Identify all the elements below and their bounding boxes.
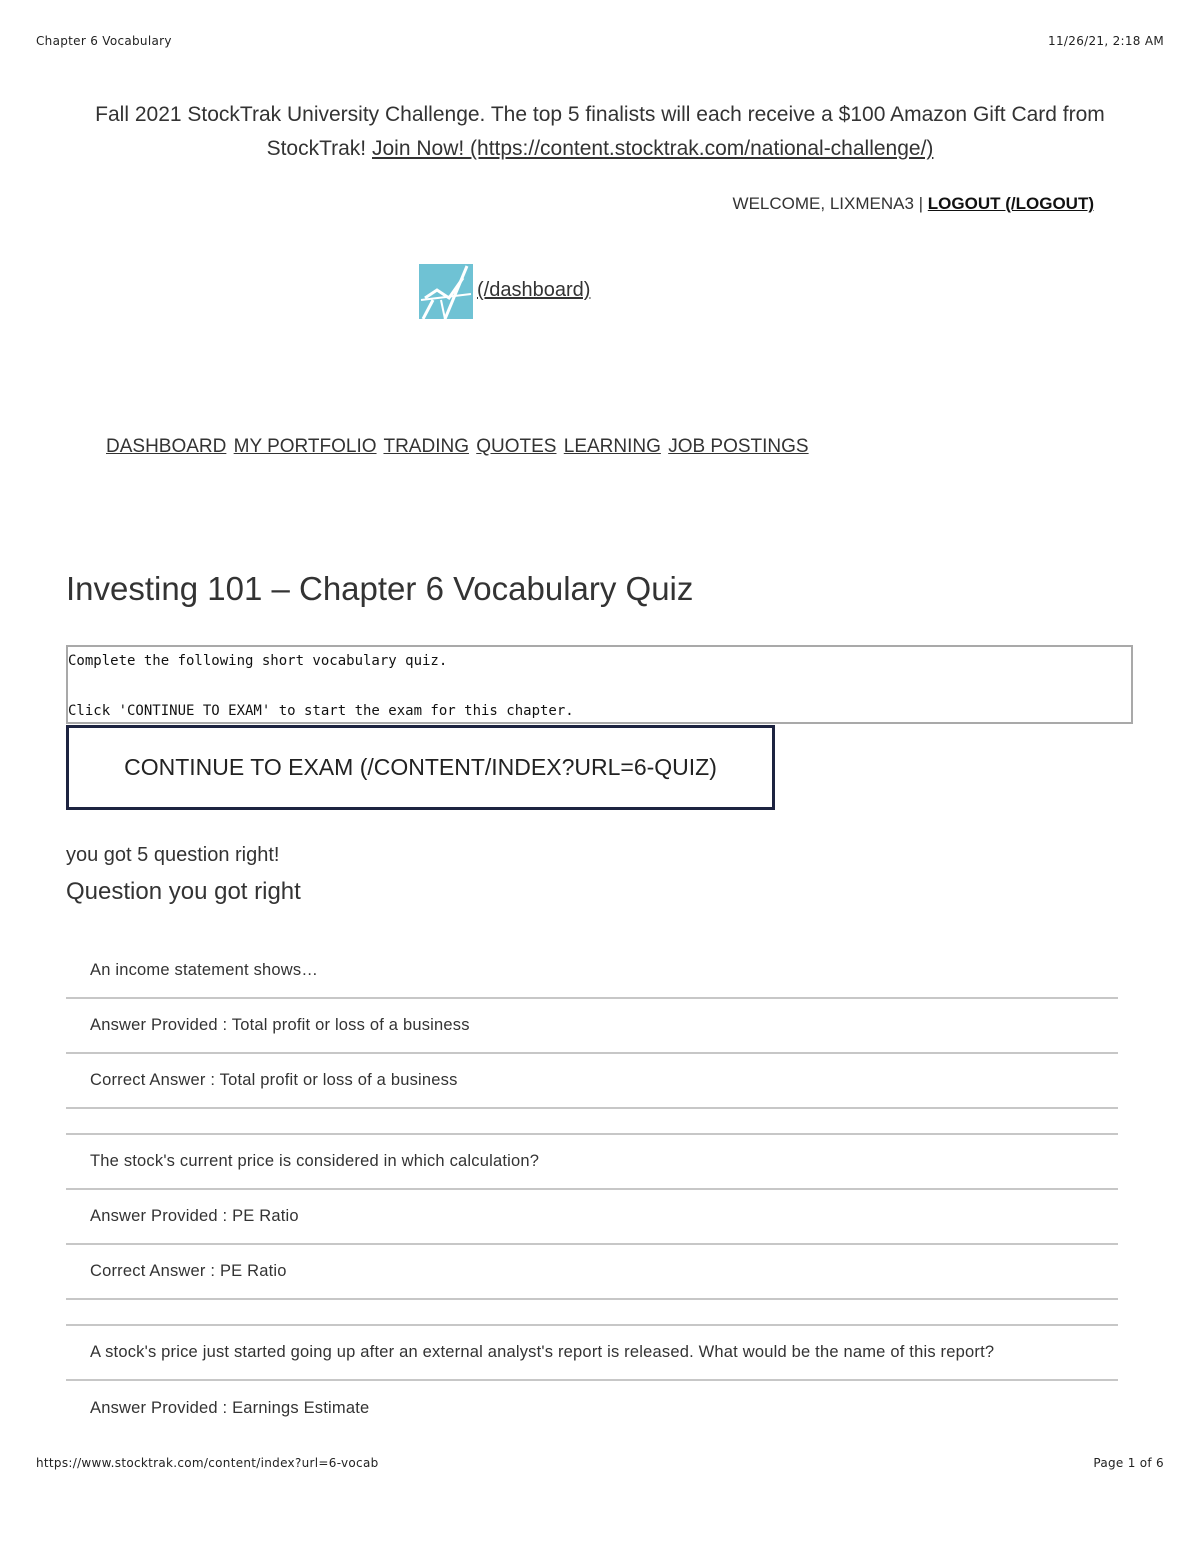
continue-to-exam-button[interactable]: CONTINUE TO EXAM (/CONTENT/INDEX?URL=6-QUIZ) <box>66 725 775 810</box>
nav-item-learning[interactable]: LEARNING <box>563 436 661 457</box>
nav-item-dashboard[interactable]: DASHBOARD <box>106 436 227 457</box>
question-row: The stock's current price is considered in which calculation? <box>66 1135 1118 1190</box>
nav-item-my-portfolio[interactable]: MY PORTFOLIO <box>233 436 377 457</box>
dashboard-link[interactable]: (/dashboard) <box>477 279 591 301</box>
nav-item-quotes[interactable]: QUOTES <box>476 436 557 457</box>
instructions-box <box>66 645 1133 724</box>
promo-banner-text: Fall 2021 StockTrak University Challenge. The top 5 finalists will each receive a $100 Amazon Gift Card from StockTrak! <box>95 103 1105 160</box>
main-nav <box>106 436 811 458</box>
print-header <box>36 34 1164 48</box>
logout-link[interactable]: LOGOUT (/LOGOUT) <box>927 194 1094 213</box>
answer-provided-row: Answer Provided : Total profit or loss of a business <box>66 999 1118 1054</box>
answer-provided-row: Answer Provided : Earnings Estimate <box>90 1399 370 1417</box>
correct-answer-row: Correct Answer : PE Ratio <box>66 1245 1118 1300</box>
nav-item-job-postings[interactable]: JOB POSTINGS <box>668 436 809 457</box>
page-title: Investing 101 – Chapter 6 Vocabulary Quiz <box>66 570 694 607</box>
instructions-line-2: Click 'CONTINUE TO EXAM' to start the exam for this chapter. <box>68 703 574 719</box>
divider <box>66 1300 1118 1326</box>
divider <box>66 1109 1118 1135</box>
join-now-link[interactable]: Join Now! (https://content.stocktrak.com/national-challenge/) <box>371 137 934 160</box>
instructions-line-1: Complete the following short vocabulary quiz. <box>68 653 448 669</box>
print-footer <box>36 1456 1164 1470</box>
correct-questions-list <box>66 944 1118 1436</box>
nav-item-trading[interactable]: TRADING <box>383 436 469 457</box>
score-text: you got 5 question right! <box>66 844 280 866</box>
answer-provided-row: Answer Provided : PE Ratio <box>66 1190 1118 1245</box>
print-header-title: Chapter 6 Vocabulary <box>36 34 172 48</box>
print-footer-url: https://www.stocktrak.com/content/index?url=6-vocab <box>36 1456 379 1470</box>
correct-answer-row: Correct Answer : Total profit or loss of a business <box>66 1054 1118 1109</box>
print-footer-page: Page 1 of 6 <box>1093 1456 1164 1470</box>
welcome-bar <box>733 194 1094 214</box>
promo-banner <box>60 98 1140 166</box>
logo-dashboard-link[interactable] <box>419 264 590 319</box>
print-header-datetime: 11/26/21, 2:18 AM <box>1048 34 1164 48</box>
stocktrak-logo-icon[interactable] <box>419 264 473 319</box>
question-row: An income statement shows… <box>66 944 1118 999</box>
section-heading: Question you got right <box>66 878 301 905</box>
question-row: A stock's price just started going up after an external analyst's report is released. What would be the name of this report? <box>66 1326 1118 1381</box>
welcome-text: WELCOME, LIXMENA3 | <box>732 194 924 213</box>
